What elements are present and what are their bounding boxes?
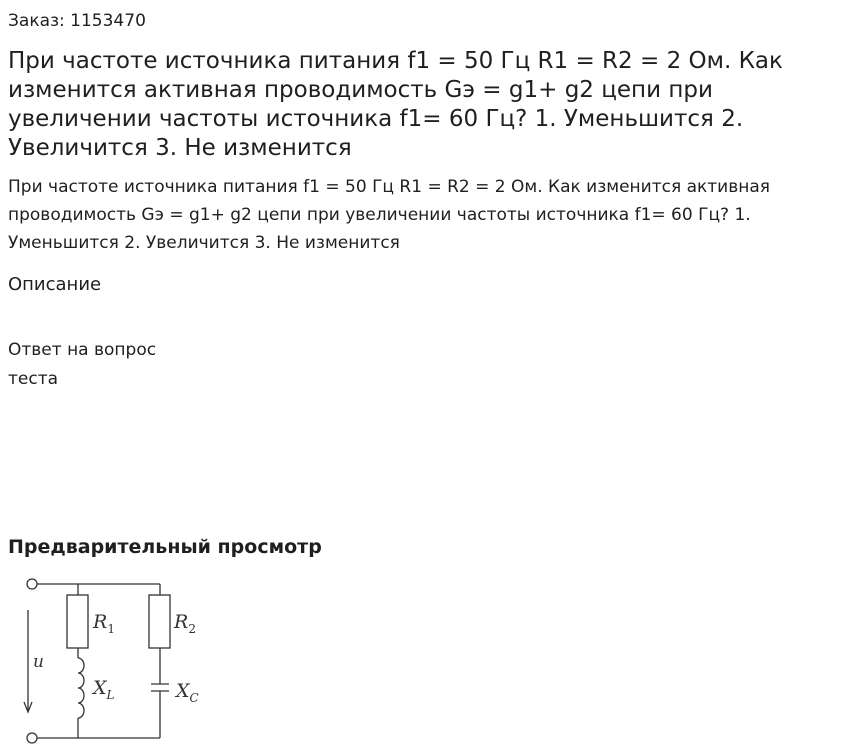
circuit-diagram <box>18 570 218 750</box>
label-u: u <box>33 652 44 672</box>
terminal-bottom <box>27 733 37 743</box>
label-r2: $R_2$ <box>174 611 196 636</box>
label-xl: $X_L$ <box>93 677 115 702</box>
order-number: Заказ: 1153470 <box>8 11 146 31</box>
label-r1: $R_1$ <box>93 611 115 636</box>
resistor-r1 <box>67 595 88 648</box>
preview-heading: Предварительный просмотр <box>8 536 322 558</box>
terminal-top <box>27 579 37 589</box>
question-title: При частоте источника питания f1 = 50 Гц R1 = R2 = 2 Ом. Как изменится активная проводимость Gэ = g1+ g2 цепи при увеличении частоты источника f1= 60 Гц? 1. Уменьшится 2. Увеличится 3. Не изменится <box>8 48 783 161</box>
resistor-r2 <box>149 595 170 648</box>
answer-label: Ответ на вопрос теста <box>8 340 157 389</box>
description-label: Описание <box>8 274 102 295</box>
question-text: При частоте источника питания f1 = 50 Гц R1 = R2 = 2 Ом. Как изменится активная проводимость Gэ = g1+ g2 цепи при увеличении частоты источника f1= 60 Гц? 1. Уменьшится 2. Увеличится 3. Не изменится <box>8 177 770 253</box>
label-xc: $X_C$ <box>176 680 199 705</box>
inductor-xl <box>78 658 84 718</box>
